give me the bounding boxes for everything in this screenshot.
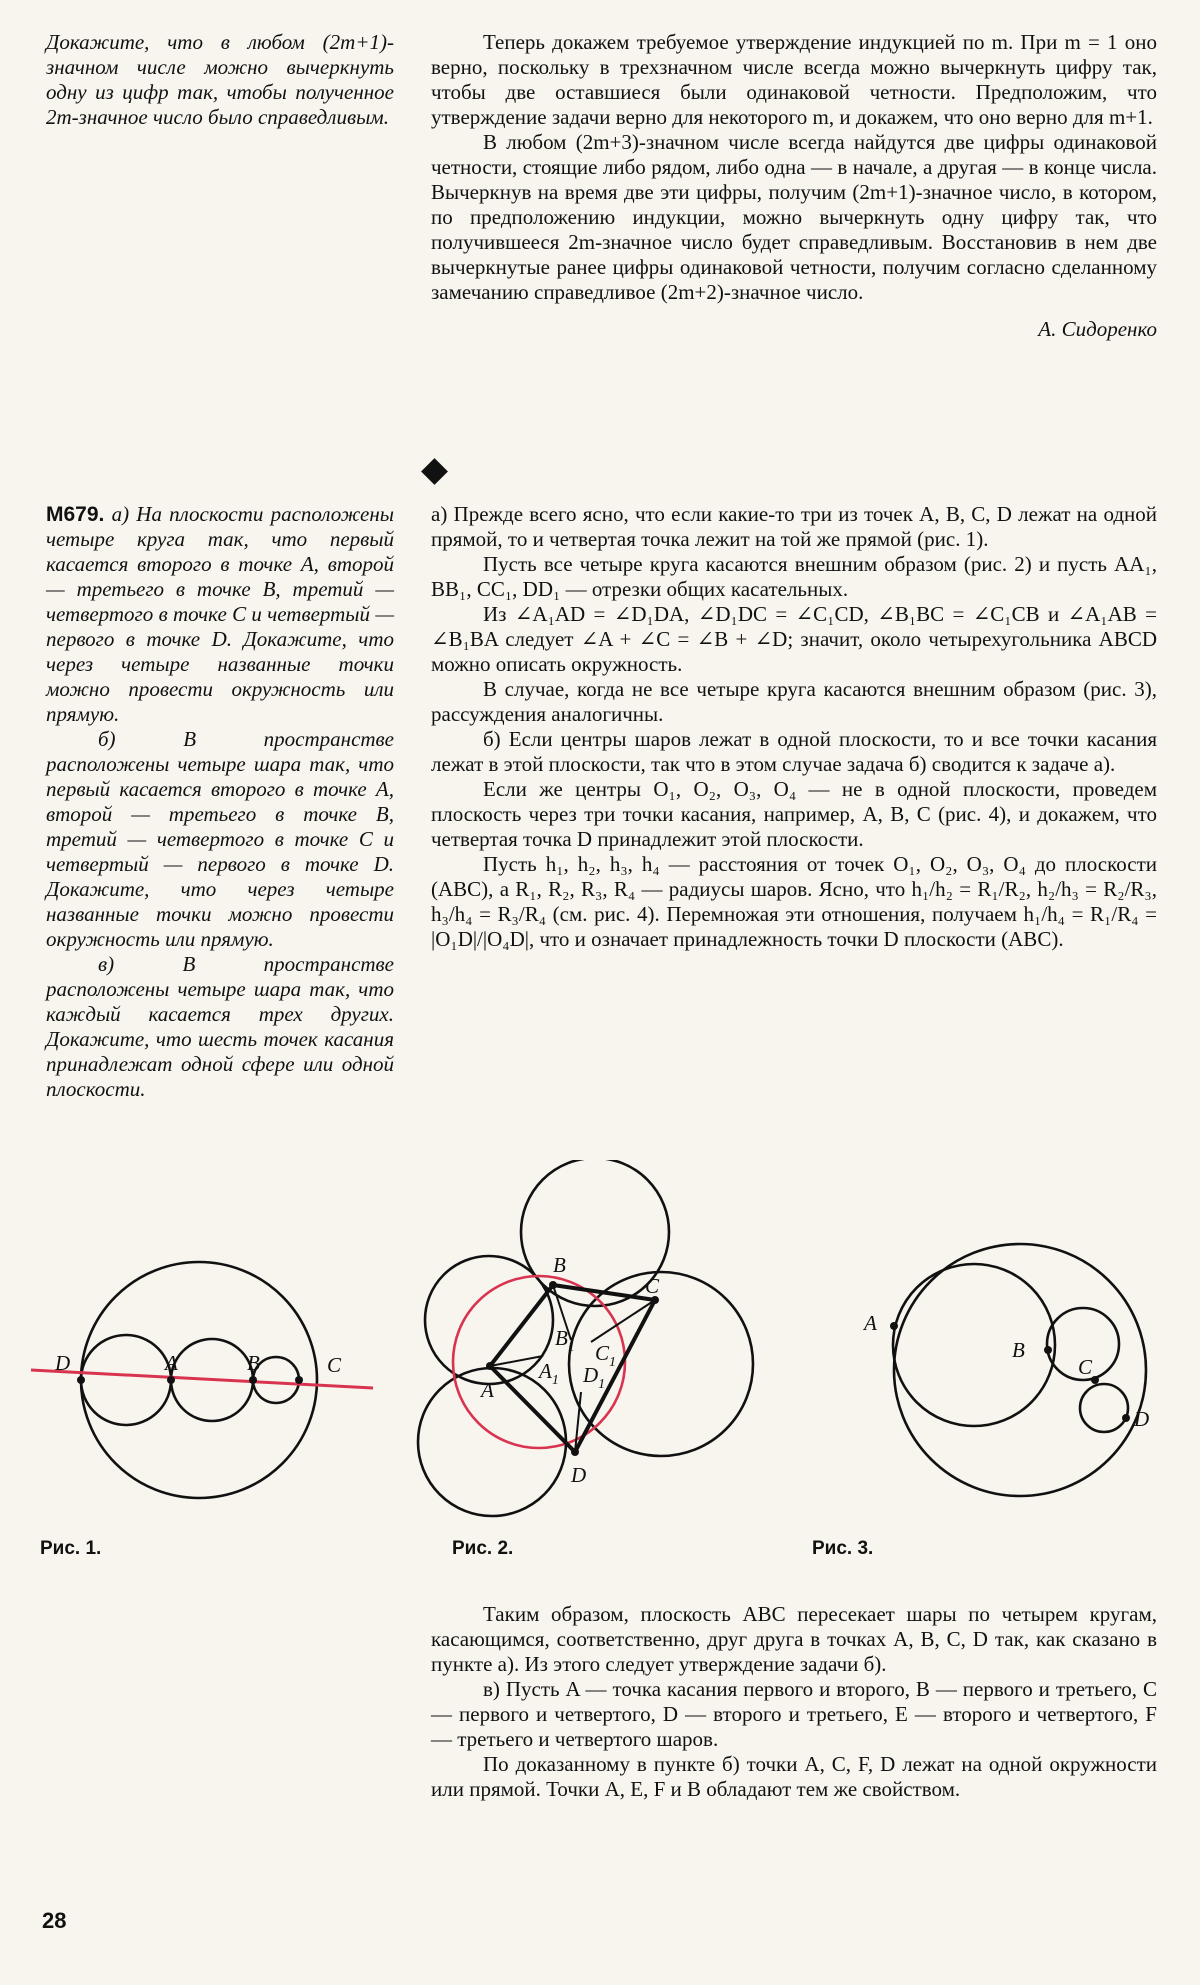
proof-paragraph-2: В любом (2m+3)-значном числе всегда найдутся две цифры одинаковой четности, стоящие либо рядом, либо одна — в начале, а другая — в конце числа. Вычеркнув на время две эти цифры, получим (2m+1)-значное число, в котором, по предположению индукции, можно вычеркнуть одну цифру так, что получившееся 2m-значное число будет справедливым. Восстановив в нем две вычеркнутые ранее цифры одинаковой четности, получим согласно сделанному замечанию справедливое (2m+2)-значное число. (431, 130, 1157, 304)
bottom-paragraph-1: Таким образом, плоскость ABC пересекает шары по четырем кругам, касающимся, соответственно, друг друга в точках A, B, C, D так, как сказано в пункте а). Из этого следует утверждение задачи б). (431, 1602, 1157, 1676)
bottom-text (431, 1602, 1157, 1802)
solution-paragraph-4: В случае, когда не все четыре круга касаются внешним образом (рис. 3), рассуждения аналогичны. (431, 677, 1157, 726)
figure-3 (850, 1230, 1180, 1520)
solution-text (431, 502, 1157, 952)
fig1-point-d (77, 1376, 85, 1384)
fig3-point-c (1091, 1376, 1099, 1384)
fig1-label-a: A (165, 1351, 178, 1375)
solution-paragraph-2: Пусть все четыре круга касаются внешним образом (рис. 2) и пусть AA₁, BB₁, CC₁, DD₁ — отрезки общих касательных. (431, 552, 1157, 601)
bottom-paragraph-2: в) Пусть A — точка касания первого и второго, B — первого и третьего, C — первого и четвертого, D — второго и третьего, E — второго и четвертого, F — третьего и четвертого шаров. (431, 1677, 1157, 1751)
section-divider-diamond (421, 458, 448, 485)
fig2-label-a: A (481, 1378, 494, 1402)
fig3-point-a (890, 1322, 898, 1330)
fig2-label-d1: $D_1$ (583, 1363, 606, 1392)
fig1-circle-da (81, 1335, 171, 1425)
fig2-point-d (571, 1448, 579, 1456)
solution-paragraph-1: а) Прежде всего ясно, что если какие-то три из точек A, B, C, D лежат на одной прямой, то и четвертая точка лежит на той же прямой (рис. 1). (431, 502, 1157, 551)
page-number: 28 (42, 1908, 67, 1933)
author: А. Сидоренко (1038, 317, 1157, 341)
figure-1 (25, 1240, 385, 1520)
fig3-label-d: D (1134, 1407, 1150, 1431)
fig1-point-a (167, 1376, 175, 1384)
problem-part-b: б) В пространстве расположены четыре шара так, что первый касается второго в точке A, второй — третьего в точке B, третий — четвертого в точке C и четвертый — первого в точке D. Докажите, что через четыре названные точки можно провести окружность или прямую. (46, 727, 394, 951)
fig3-point-b (1044, 1346, 1052, 1354)
fig3-circle-cd (1080, 1384, 1128, 1432)
proof-text (431, 30, 1157, 342)
solution-paragraph-3: Из ∠A₁AD = ∠D₁DA, ∠D₁DC = ∠C₁CD, ∠B₁BC = ∠C₁CB и ∠A₁AB = ∠B₁BA следует ∠A + ∠C = ∠B + ∠D; значит, около четырехугольника ABCD можно описать окружность. (431, 602, 1157, 676)
fig2-label-d: D (571, 1463, 587, 1487)
fig2-point-a (486, 1362, 494, 1370)
fig2-label-b1: $B_1$ (555, 1326, 575, 1355)
left-problem-text (46, 30, 394, 130)
fig1-point-b (249, 1376, 257, 1384)
fig1-label-b: B (247, 1351, 260, 1375)
figure-2 (415, 1160, 755, 1530)
solution-paragraph-6: Если же центры O₁, O₂, O₃, O₄ — не в одной плоскости, проведем плоскость через три точки касания, например, A, B, C (рис. 4), и докажем, что четвертая точка D принадлежит этой плоскости. (431, 777, 1157, 851)
fig2-quadrilateral (490, 1285, 655, 1452)
fig3-label-c: C (1078, 1355, 1093, 1379)
bottom-paragraph-3: По доказанному в пункте б) точки A, C, F, D лежат на одной окружности или прямой. Точки A, E, F и B обладают тем же свойством. (431, 1752, 1157, 1801)
fig3-circle-ab (893, 1264, 1055, 1426)
fig3-label-a: A (864, 1311, 877, 1335)
solution-paragraph-5: б) Если центры шаров лежат в одной плоскости, то и все точки касания лежат в этой плоскости, так что в этом случае задача б) сводится к задаче а). (431, 727, 1157, 776)
problem-number: М679. (46, 503, 105, 526)
proof-paragraph-1: Теперь докажем требуемое утверждение индукцией по m. При m = 1 оно верно, поскольку в трехзначном числе всегда можно вычеркнуть цифру так, чтобы две оставшиеся были одинаковой четности. Предположим, что утверждение задачи верно для некоторого m, и докажем, что оно верно для m+1. (431, 30, 1157, 129)
problem-part-a: а) На плоскости расположены четыре круга так, что первый касается второго в точке A, второй — третьего в точке B, третий — четвертого в точке C и четвертый — первого в точке D. Докажите, что через четыре названные точки можно провести окружность или прямую. (46, 502, 394, 726)
solution-paragraph-7: Пусть h₁, h₂, h₃, h₄ — расстояния от точек O₁, O₂, O₃, O₄ до плоскости (ABC), а R₁, R₂, R₃, R₄ — радиусы шаров. Ясно, что h₁/h₂ = R₁/R₂, h₂/h₃ = R₂/R₃, h₃/h₄ = R₃/R₄ (см. рис. 4). Перемножая эти отношения, получаем h₁/h₄ = R₁/R₄ = |O₁D|/|O₄D|, что и означает принадлежность точки D плоскости (ABC). (431, 852, 1157, 951)
problem-part-c: в) В пространстве расположены четыре шара так, что каждый касается трех других. Докажите, что шесть точек касания принадлежат одной сфере или одной плоскости. (46, 952, 394, 1101)
fig1-label-c: C (327, 1353, 342, 1377)
fig2-caption: Рис. 2. (452, 1538, 514, 1559)
problem-m679 (46, 502, 394, 1102)
fig2-label-c1: $C_1$ (595, 1341, 617, 1370)
fig3-point-d (1122, 1414, 1130, 1422)
fig2-label-a1: $A_1$ (539, 1359, 559, 1388)
fig1-circle-bc (253, 1357, 299, 1403)
fig2-point-b (549, 1281, 557, 1289)
problem-statement: Докажите, что в любом (2m+1)-значном числе можно вычеркнуть одну из цифр так, чтобы полученное 2m-значное число было справедливым. (46, 30, 394, 129)
fig3-caption: Рис. 3. (812, 1538, 874, 1559)
fig2-label-b: B (553, 1253, 566, 1277)
fig2-label-c: C (645, 1274, 660, 1298)
fig1-caption: Рис. 1. (40, 1538, 102, 1559)
fig1-label-d: D (55, 1351, 71, 1375)
fig3-label-b: B (1012, 1338, 1025, 1362)
fig1-point-c (295, 1376, 303, 1384)
